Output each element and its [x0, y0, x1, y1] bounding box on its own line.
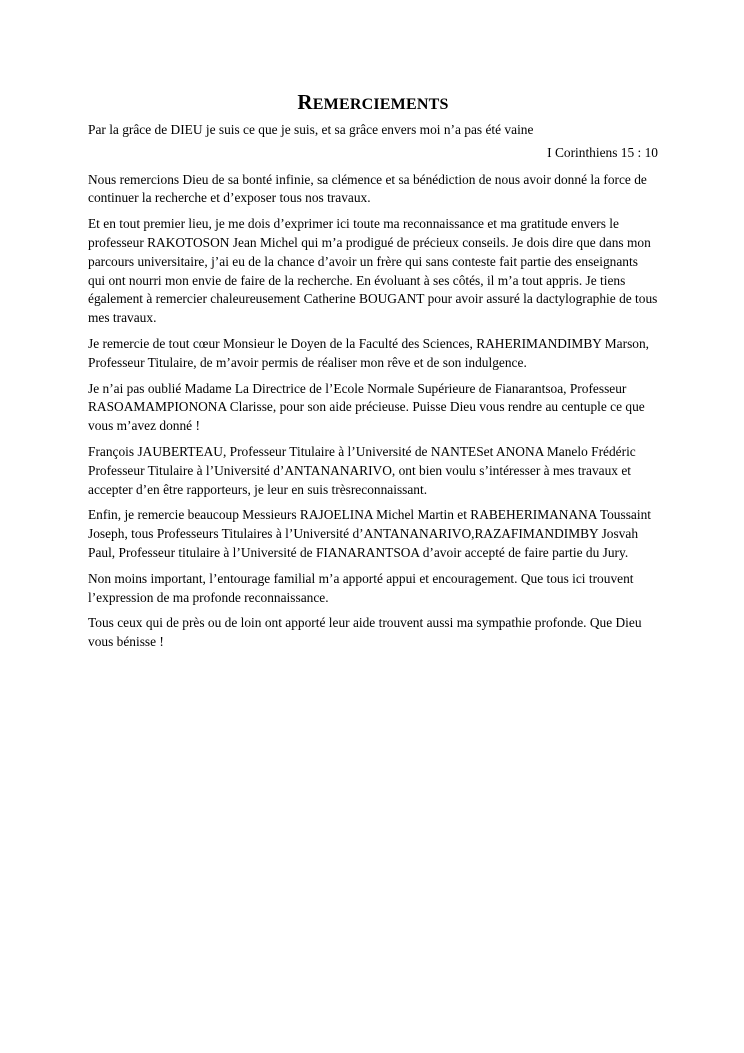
paragraph-2: Et en tout premier lieu, je me dois d’exprimer ici toute ma reconnaissance et ma gratitude envers le professeur RAKOTOSON Jean Michel qui m’a prodigué de précieux conseils. Je dois dire que dans mon parcours universitaire, j’ai eu de la chance d’avoir un frère qui sans conteste fait partie des enseignants qui ont nourri mon envie de faire de la recherche. En évoluant à ses côtés, il m’a tout appris. Je tiens également à remercier chaleureusement Catherine BOUGANT pour avoir assuré la dactylographie de tous mes travaux.	[88, 216, 658, 326]
title-first-letter: R	[297, 90, 313, 114]
paragraph-1: Nous remercions Dieu de sa bonté infinie, sa clémence et sa bénédiction de nous avoir donné la force de continuer la recherche et d’exposer tous nos travaux.	[88, 171, 647, 206]
paragraph-6: Enfin, je remercie beaucoup Messieurs RAJOELINA Michel Martin et RABEHERIMANANA Toussaint Joseph, tous Professeurs Titulaires à l’Université d’ANTANANARIVO,RAZAFIMANDIMBY Josvah Paul, Professeur titulaire à l’Université de FIANARANTSOA d’avoir accepté de faire partie du Jury.	[88, 507, 651, 560]
epigraph-quote: Par la grâce de DIEU je suis ce que je suis, et sa grâce envers moi n’a pas été vaine	[88, 122, 534, 137]
paragraph-7: Non moins important, l’entourage familial m’a apporté appui et encouragement. Que tous ici trouvent l’expression de ma profonde reconnaissance.	[88, 570, 634, 605]
document-page	[88, 88, 658, 659]
title-rest: EMERCIEMENTS	[312, 96, 449, 113]
paragraph-3: Je remercie de tout cœur Monsieur le Doyen de la Faculté des Sciences, RAHERIMANDIMBY Marson, Professeur Titulaire, de m’avoir permis de réaliser mon rêve et de son indulgence.	[88, 335, 650, 370]
paragraph-8: Tous ceux qui de près ou de loin ont apporté leur aide trouvent aussi ma sympathie profonde. Que Dieu vous bénisse !	[88, 615, 642, 650]
page-title	[88, 88, 658, 119]
epigraph-reference: I Corinthiens 15 : 10	[547, 144, 658, 160]
paragraph-4: Je n’ai pas oublié Madame La Directrice de l’Ecole Normale Supérieure de Fianarantsoa, Professeur RASOAMAMPIONONA Clarisse, pour son aide précieuse. Puisse Dieu vous rendre au centuple ce que vous m’avez donné !	[88, 380, 645, 434]
paragraph-5: François JAUBERTEAU, Professeur Titulaire à l’Université de NANTESet ANONA Manelo Frédéric Professeur Titulaire à l’Université d’ANTANANARIVO, ont bien voulu s’intéresser à mes travaux et accepter d’en être rapporteurs, je leur en suis trèsreconnaissant.	[88, 443, 636, 497]
